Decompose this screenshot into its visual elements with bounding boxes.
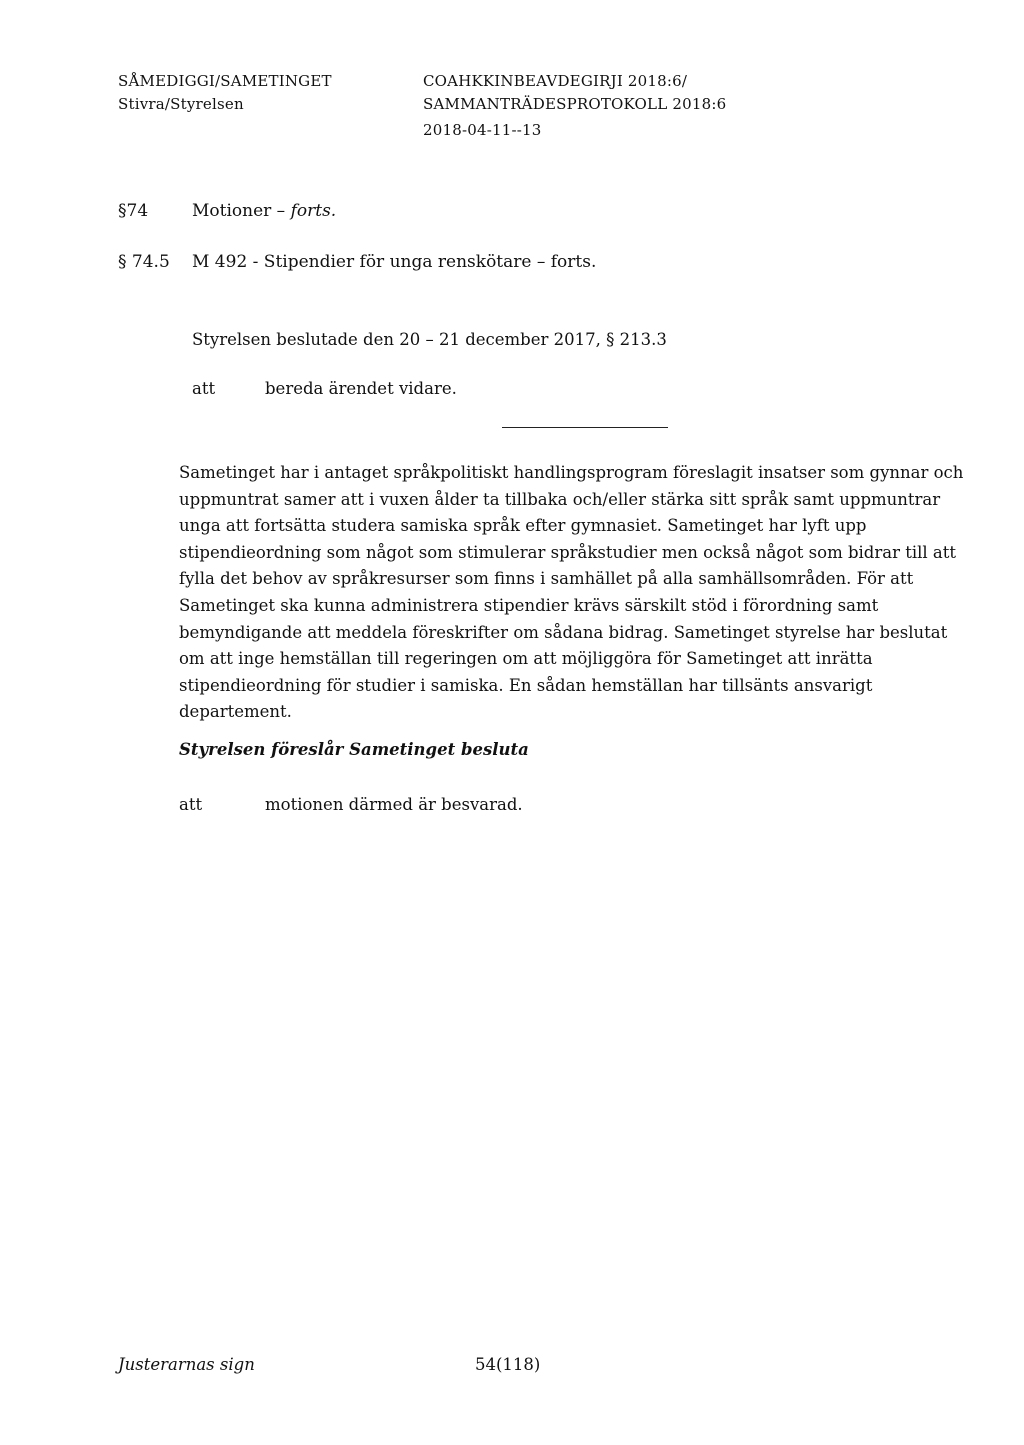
section-title-suffix: forts. bbox=[290, 201, 337, 221]
paragraph-line: bemyndigande att meddela föreskrifter om sådana bidrag. Sametinget styrelse har beslutat bbox=[179, 622, 948, 642]
header-date: 2018-04-11--13 bbox=[423, 121, 542, 139]
paragraph-line: stipendieordning för studier i samiska. En sådan hemställan har tillsänts ansvarigt bbox=[179, 675, 873, 695]
paragraph-line: om att inge hemställan till regeringen om att möjliggöra för Sametinget att inrätta bbox=[179, 649, 873, 669]
decision-action: bereda ärendet vidare. bbox=[265, 379, 457, 398]
header-doc-line1: COAHKKINBEAVDEGIRJI 2018:6/ bbox=[423, 72, 688, 90]
paragraph-line: Sametinget ska kunna administrera stipendier krävs särskilt stöd i förordning samt bbox=[179, 595, 879, 615]
subsection-title: M 492 - Stipendier för unga renskötare – forts. bbox=[192, 252, 597, 272]
section-title bbox=[192, 201, 336, 221]
main-paragraph bbox=[179, 460, 964, 726]
footer-sign-label: Justerarnas sign bbox=[118, 1355, 255, 1374]
decision-att: att bbox=[192, 379, 216, 398]
paragraph-line: Sametinget har i antaget språkpolitiskt handlingsprogram föreslagit insatser som gynnar och bbox=[179, 463, 964, 482]
decision-text: Styrelsen beslutade den 20 – 21 december 2017, § 213.3 bbox=[192, 330, 667, 349]
divider-line bbox=[502, 427, 668, 428]
section-number: §74 bbox=[118, 201, 149, 221]
paragraph-line: departement. bbox=[179, 702, 292, 722]
header-org-line2: Stivra/Styrelsen bbox=[118, 95, 244, 113]
paragraph-line: uppmuntrat samer att i vuxen ålder ta tillbaka och/eller stärka sitt språk samt uppmuntrar bbox=[179, 489, 941, 509]
paragraph-line: stipendieordning som något som stimulerar språkstudier men också något som bidrar till att bbox=[179, 542, 957, 562]
subsection-number: § 74.5 bbox=[118, 252, 170, 272]
paragraph-line: unga att fortsätta studera samiska språk efter gymnasiet. Sametinget har lyft upp bbox=[179, 516, 867, 536]
paragraph-line: fylla det behov av språkresurser som finns i samhället på alla samhällsområden. För att bbox=[179, 569, 914, 589]
header-doc-line2: SAMMANTRÄDESPROTOKOLL 2018:6 bbox=[423, 95, 727, 113]
footer-page-number: 54(118) bbox=[475, 1355, 541, 1374]
header-org-line1: SÅMEDIGGI/SAMETINGET bbox=[118, 72, 332, 90]
proposal-heading: Styrelsen föreslår Sametinget besluta bbox=[179, 740, 529, 759]
proposal-action: motionen därmed är besvarad. bbox=[265, 795, 523, 814]
proposal-att: att bbox=[179, 795, 203, 814]
section-title-text: Motioner – bbox=[192, 201, 286, 221]
